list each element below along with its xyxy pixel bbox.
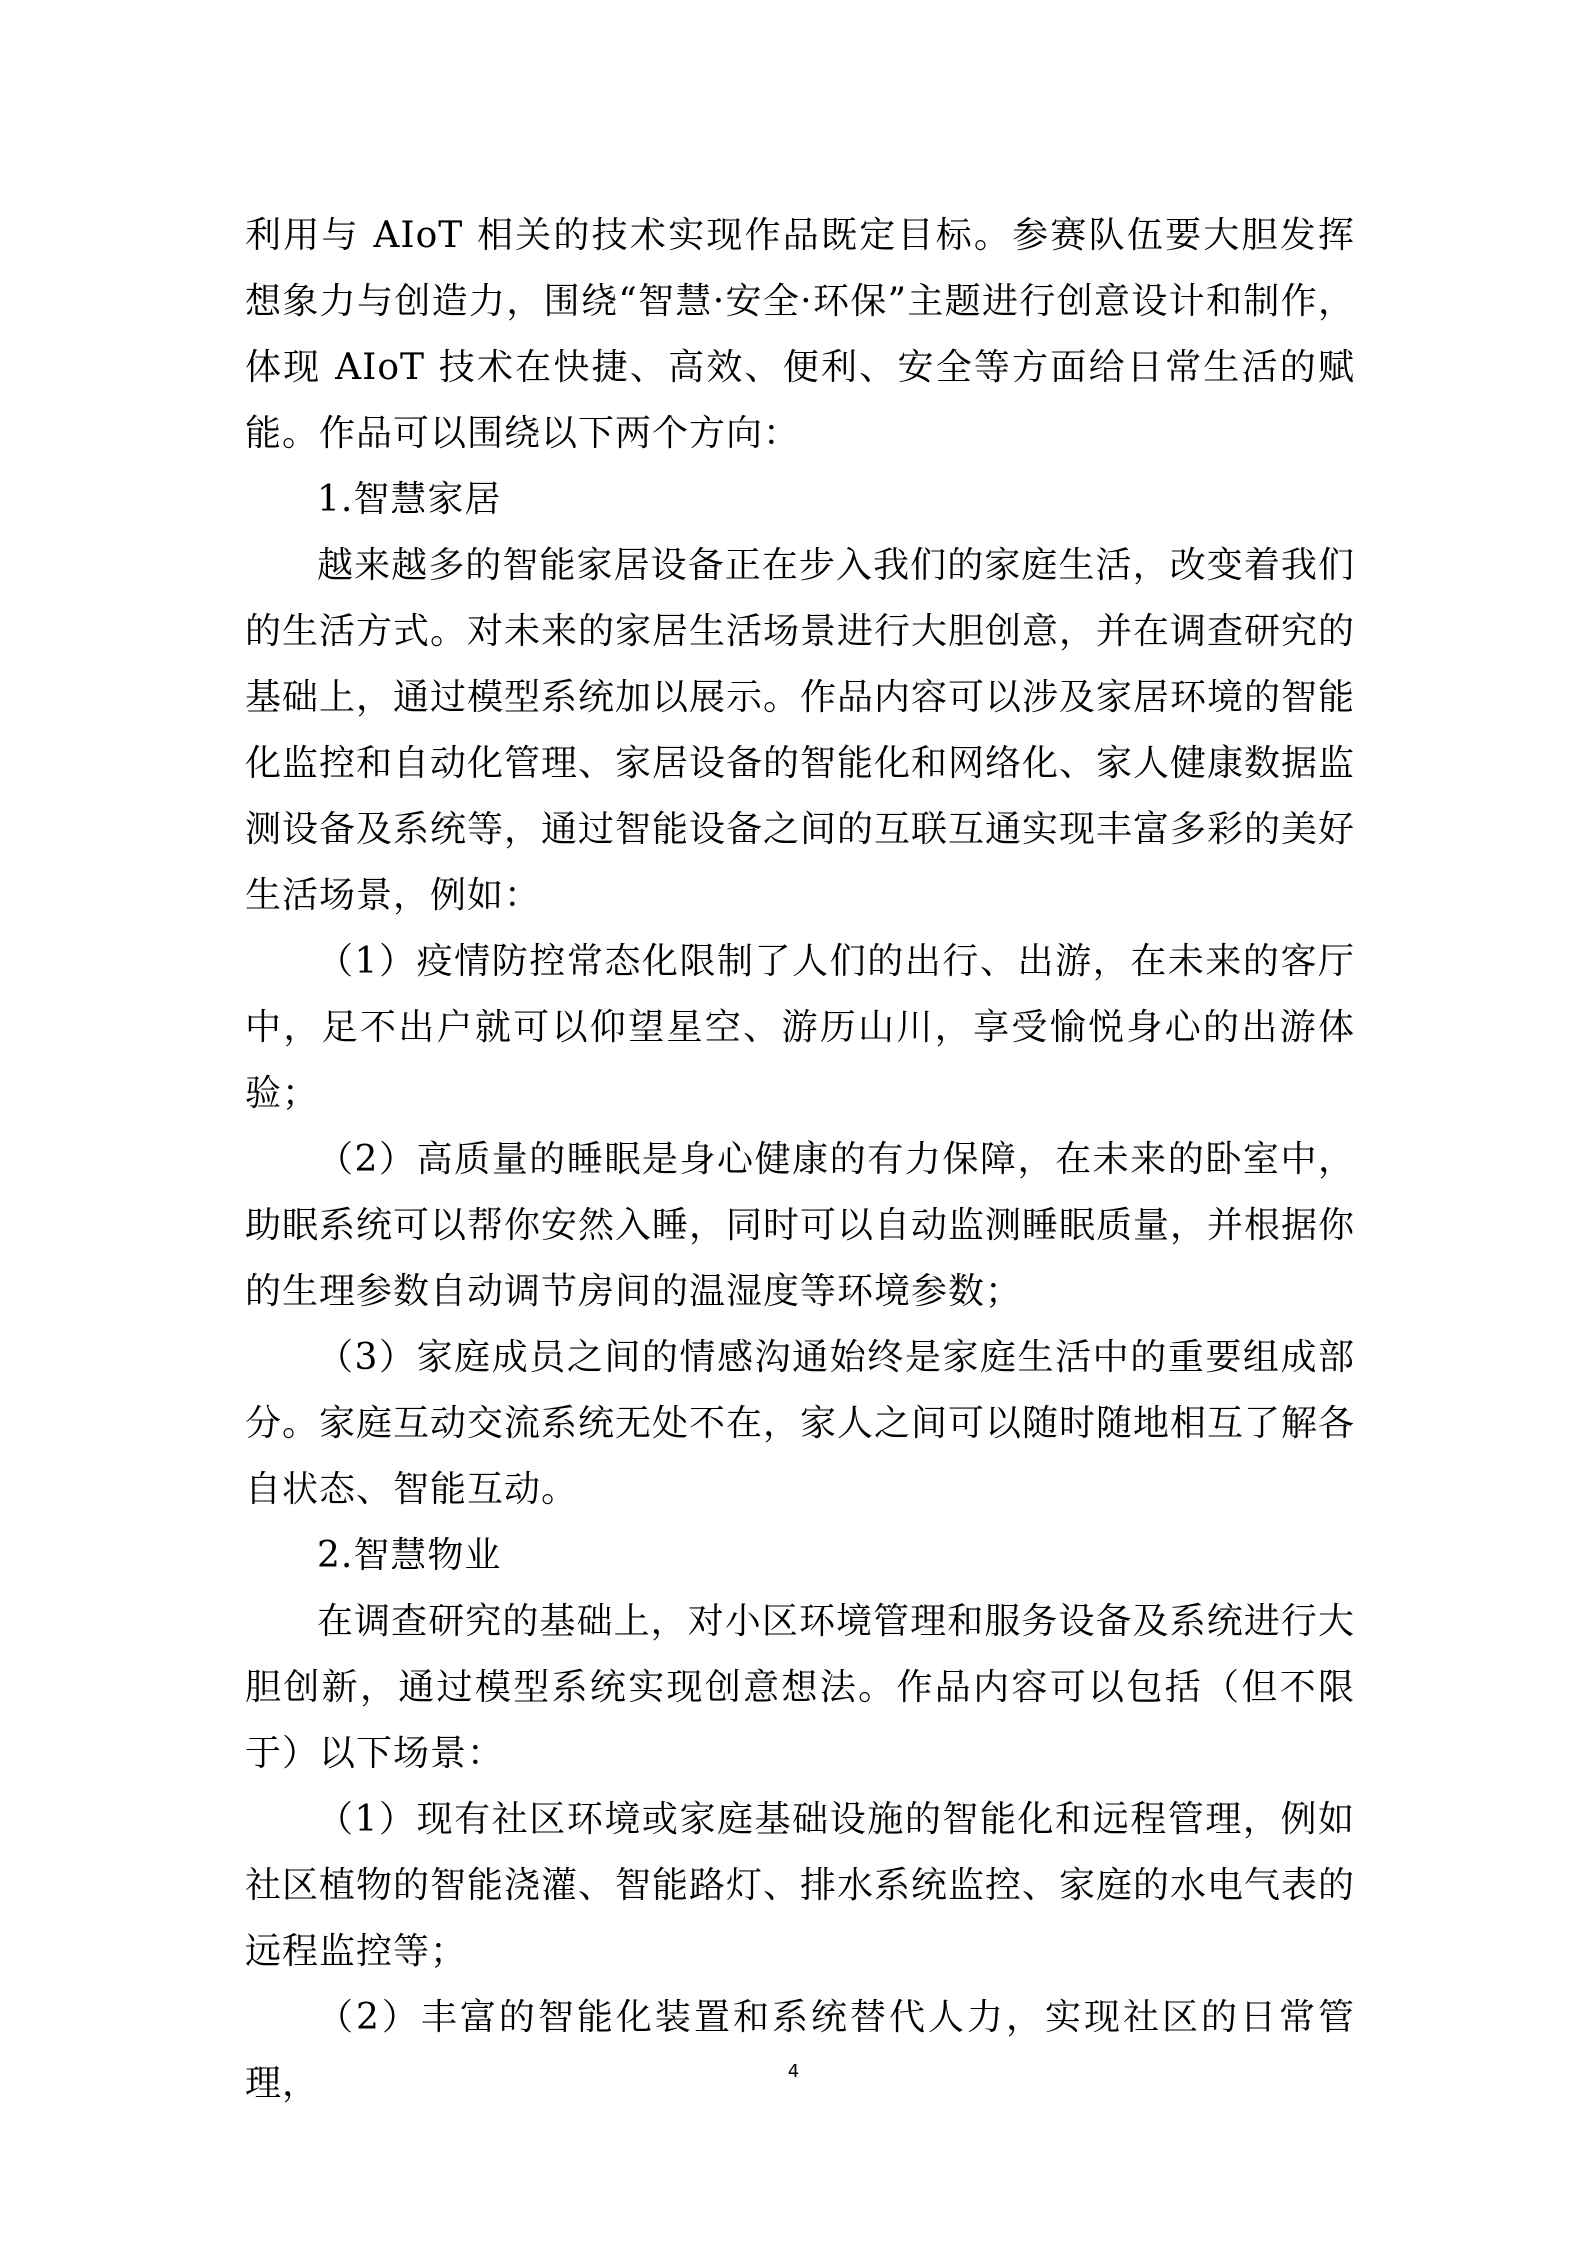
paragraph-smart-home-item-3: （3）家庭成员之间的情感沟通始终是家庭生活中的重要组成部分。家庭互动交流系统无处不在，家人之间可以随时随地相互了解各自状态、智能互动。 (245, 1337, 1356, 1510)
paragraph-smart-property-item-2: （2）丰富的智能化装置和系统替代人力，实现社区的日常管理， (245, 1997, 1355, 2104)
paragraph-smart-home-item-2: （2）高质量的睡眠是身心健康的有力保障，在未来的卧室中，助眠系统可以帮你安然入睡，同时可以自动监测睡眠质量，并根据你的生理参数自动调节房间的温湿度等环境参数； (245, 1139, 1356, 1312)
heading-smart-property: 2.智慧物业 (317, 1535, 502, 1576)
heading-smart-home: 1.智慧家居 (317, 479, 502, 520)
paragraph-smart-property: 在调查研究的基础上，对小区环境管理和服务设备及系统进行大胆创新，通过模型系统实现创意想法。作品内容可以包括（但不限于）以下场景： (245, 1601, 1355, 1774)
paragraph-smart-home: 越来越多的智能家居设备正在步入我们的家庭生活，改变着我们的生活方式。对未来的家居生活场景进行大胆创意，并在调查研究的基础上，通过模型系统加以展示。作品内容可以涉及家居环境的智能化监控和自动化管理、家居设备的智能化和网络化、家人健康数据监测设备及系统等，通过智能设备之间的互联互通实现丰富多彩的美好生活场景，例如： (245, 545, 1356, 916)
document-body (245, 203, 1355, 2117)
paragraph-smart-property-item-1: （1）现有社区环境或家庭基础设施的智能化和远程管理，例如社区植物的智能浇灌、智能路灯、排水系统监控、家庭的水电气表的远程监控等； (245, 1799, 1356, 1972)
paragraph-intro: 利用与 AIoT 相关的技术实现作品既定目标。参赛队伍要大胆发挥想象力与创造力，围绕“智慧·安全·环保”主题进行创意设计和制作，体现 AIoT 技术在快捷、高效、便利、安全等方面给日常生活的赋能。作品可以围绕以下两个方向： (245, 215, 1355, 454)
paragraph-smart-home-item-1: （1）疫情防控常态化限制了人们的出行、出游，在未来的客厅中，足不出户就可以仰望星空、游历山川，享受愉悦身心的出游体验； (245, 941, 1355, 1114)
page-number: 4 (787, 2061, 800, 2082)
